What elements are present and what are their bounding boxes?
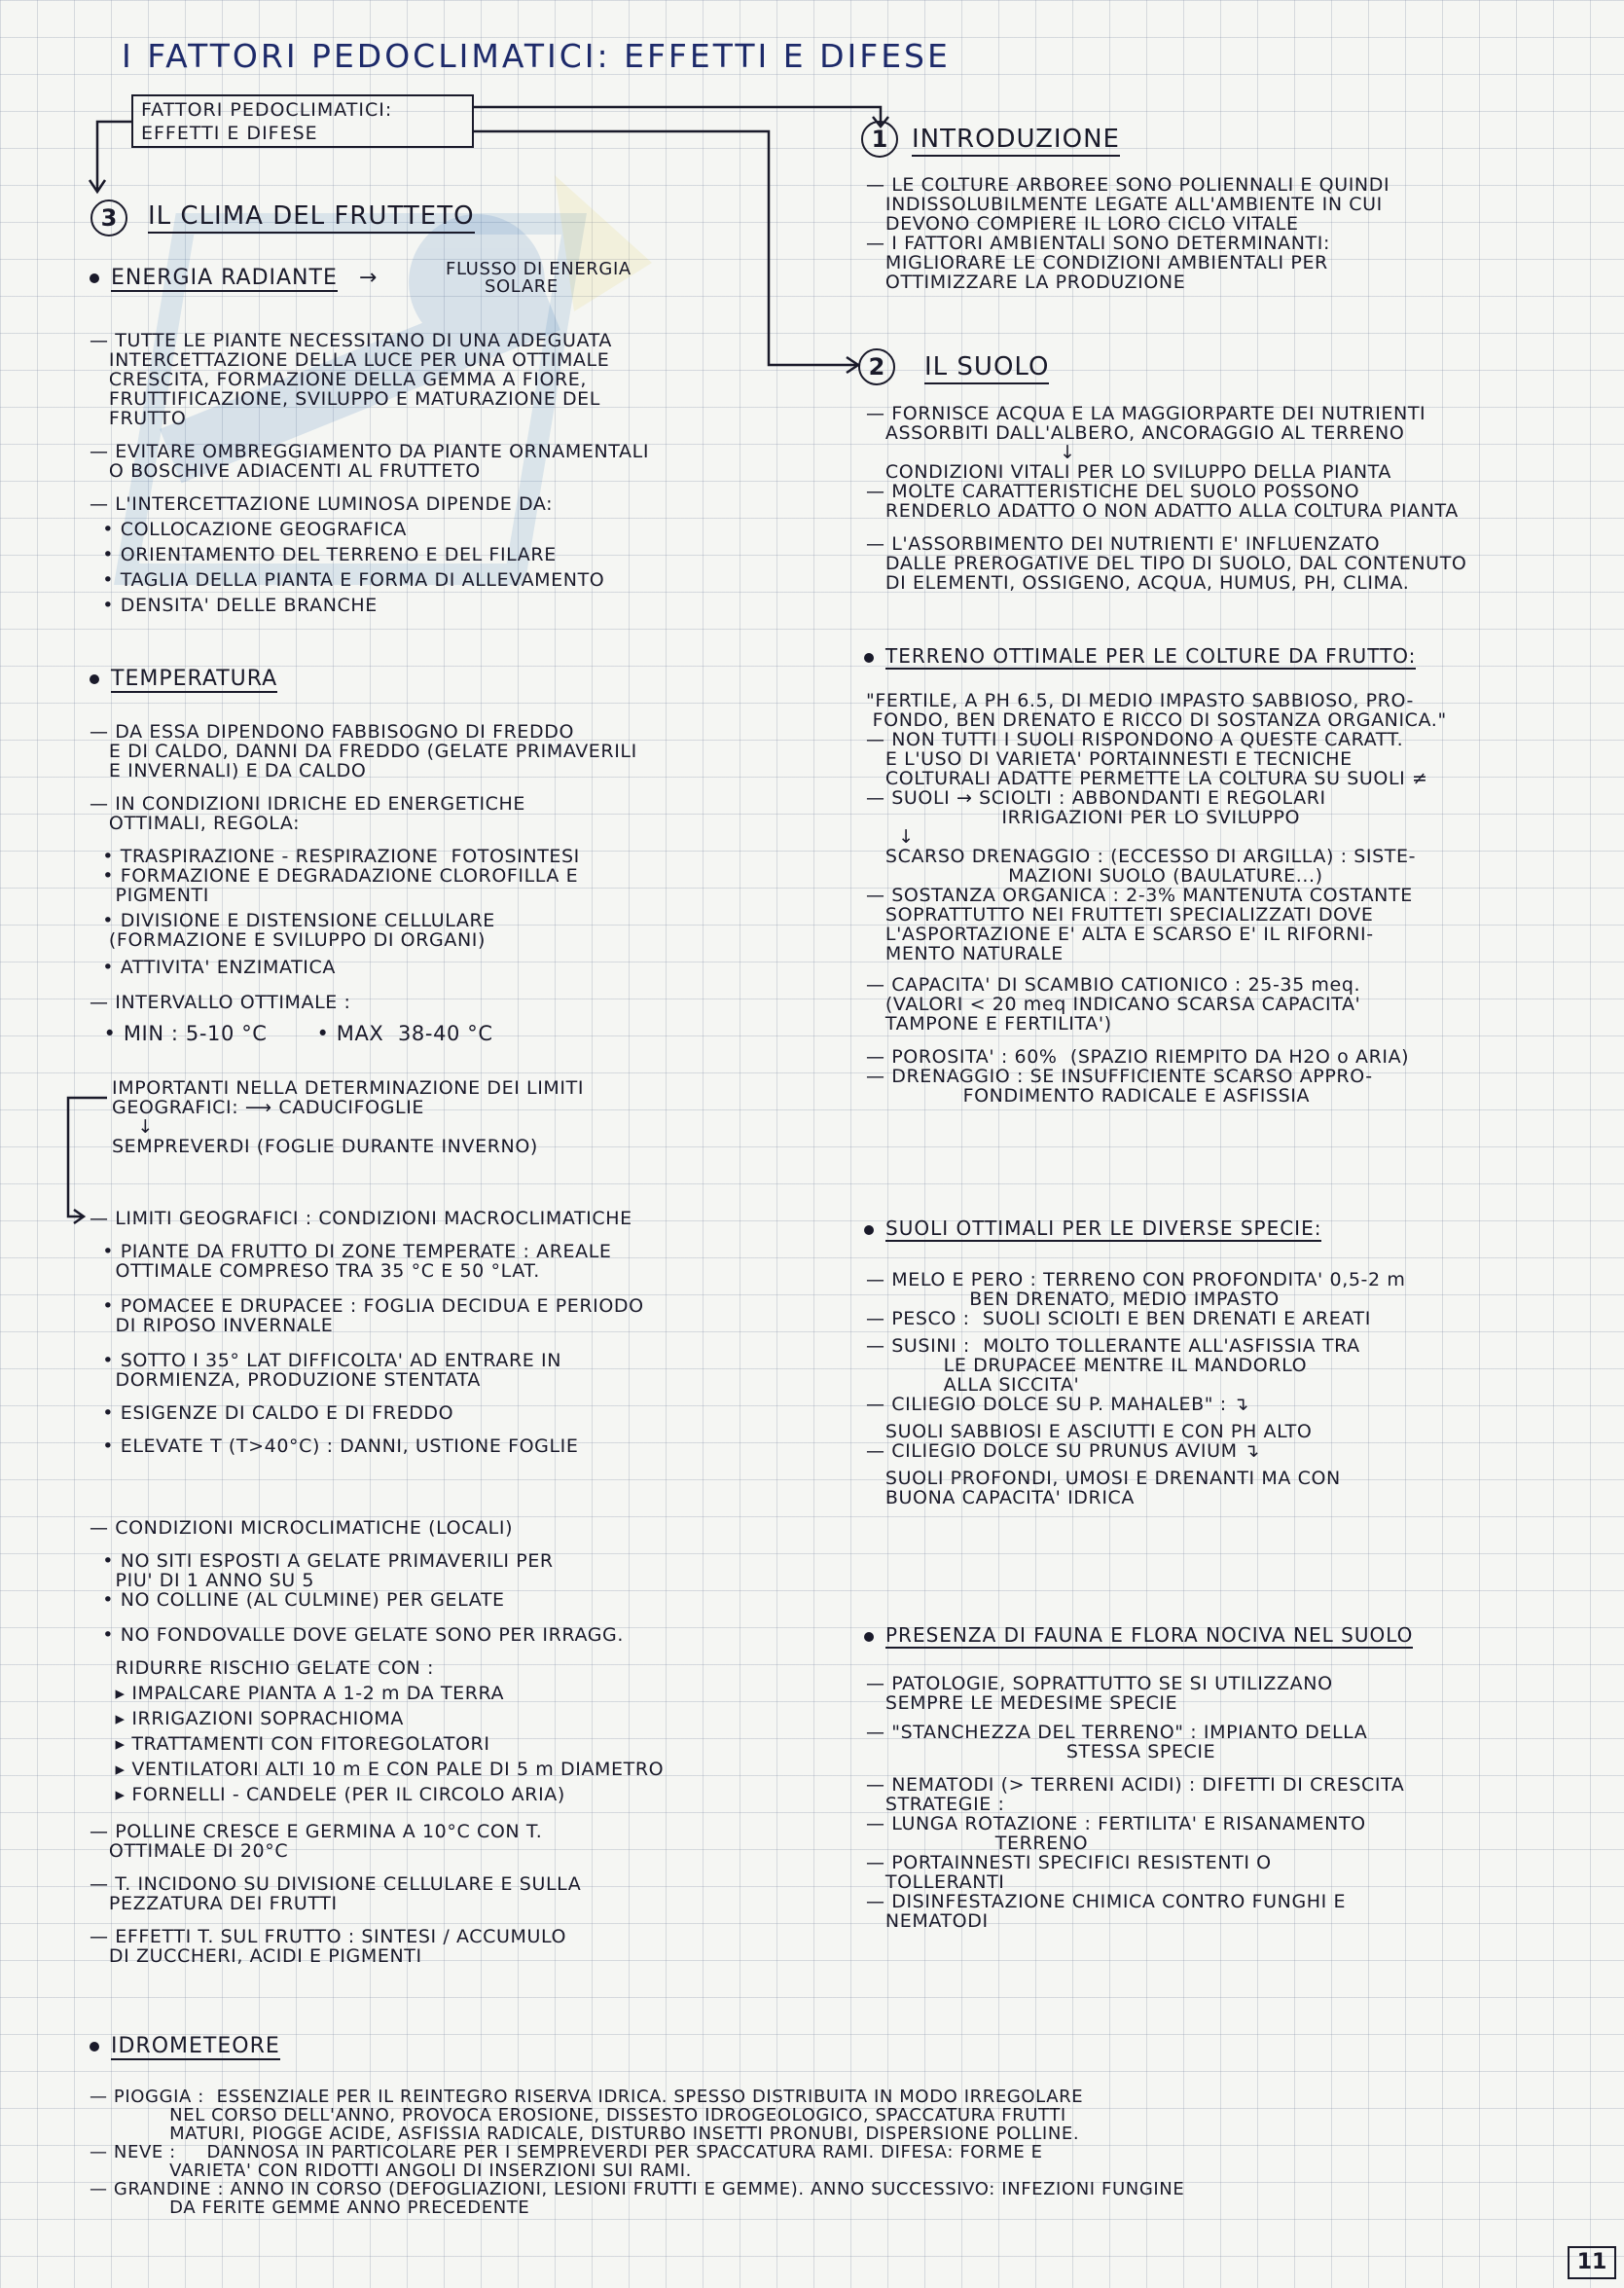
heading-temperatura: [90, 667, 277, 691]
text-line: INTERCETTAZIONE DELLA LUCE PER UNA OTTIMALE: [90, 349, 610, 371]
energia-note: [446, 261, 632, 296]
text-line: • TRASPIRAZIONE - RESPIRAZIONE FOTOSINTESI: [90, 846, 580, 867]
text-line: — GRANDINE : ANNO IN CORSO (DEFOGLIAZIONI, LESIONI FRUTTI E GEMME). ANNO SUCCESSIVO: INFEZIONI FUNGINE: [90, 2179, 1185, 2199]
section-number-suolo: 2: [858, 348, 895, 385]
text-line: DI ZUCCHERI, ACIDI E PIGMENTI: [90, 1945, 422, 1967]
text-line: LE DRUPACEE MENTRE IL MANDORLO: [866, 1355, 1308, 1376]
text-line: BEN DRENATO, MEDIO IMPASTO: [866, 1289, 1280, 1310]
text-line: — T. INCIDONO SU DIVISIONE CELLULARE E SULLA: [90, 1873, 582, 1895]
text-line: MATURI, PIOGGE ACIDE, ASFISSIA RADICALE, DISTURBO INSETTI PRONUBI, DISPERSIONE POLLINE.: [90, 2124, 1080, 2144]
text-line: TOLLERANTI: [866, 1871, 1005, 1893]
text-line: ↓: [112, 1116, 155, 1138]
text-line: DORMIENZA, PRODUZIONE STENTATA: [90, 1369, 481, 1391]
text-line: GEOGRAFICI: ⟶ CADUCIFOGLIE: [112, 1097, 425, 1118]
macroclima-block: [90, 1209, 644, 1456]
microclima-block: [90, 1518, 664, 1966]
text-line: — FORNISCE ACQUA E LA MAGGIORPARTE DEI NUTRIENTI: [866, 403, 1426, 424]
text-line: (FORMAZIONE E SVILUPPO DI ORGANI): [90, 929, 486, 951]
text-line: • POMACEE E DRUPACEE : FOGLIA DECIDUA E PERIODO: [90, 1295, 644, 1317]
text-line: — L'ASSORBIMENTO DEI NUTRIENTI E' INFLUENZATO: [866, 533, 1381, 555]
text-line: DA FERITE GEMME ANNO PRECEDENTE: [90, 2197, 530, 2218]
suolo-block: [866, 404, 1466, 593]
text-line: FONDIMENTO RADICALE E ASFISSIA: [866, 1085, 1311, 1107]
text-line: RENDERLO ADATTO O NON ADATTO ALLA COLTURA PIANTA: [866, 500, 1459, 522]
text-line: OTTIMIZZARE LA PRODUZIONE: [866, 272, 1186, 293]
text-line: — CILIEGIO DOLCE SU PRUNUS AVIUM ↴: [866, 1440, 1260, 1462]
text-line: SOPRATTUTTO NEI FRUTTETI SPECIALIZZATI DOVE: [866, 904, 1374, 926]
text-line: — NON TUTTI I SUOLI RISPONDONO A QUESTE CARATT.: [866, 729, 1404, 750]
text-line: — DRENAGGIO : SE INSUFFICIENTE SCARSO APPRO-: [866, 1066, 1373, 1087]
text-line: "FERTILE, A PH 6.5, DI MEDIO IMPASTO SABBIOSO, PRO-: [866, 690, 1415, 711]
heading-terreno-ottimale: [864, 644, 1416, 668]
section-number-intro: 1: [861, 121, 898, 158]
text-line: • FORMAZIONE E DEGRADAZIONE CLOROFILLA E: [90, 865, 579, 887]
text-line: — MELO E PERO : TERRENO CON PROFONDITA' 0,5-2 m: [866, 1269, 1406, 1290]
text-line: — POLLINE CRESCE E GERMINA A 10°C CON T.: [90, 1821, 543, 1842]
text-line: • NO COLLINE (AL CULMINE) PER GELATE: [90, 1589, 505, 1611]
heading-fauna-flora: [864, 1623, 1413, 1647]
terreno-block: [866, 691, 1447, 1106]
text-line: STRATEGIE :: [866, 1794, 1005, 1815]
text-line: MIGLIORARE LE CONDIZIONI AMBIENTALI PER: [866, 252, 1328, 273]
text-line: — CILIEGIO DOLCE SU P. MAHALEB" : ↴: [866, 1394, 1249, 1415]
text-line: — PIOGGIA : ESSENZIALE PER IL REINTEGRO RISERVA IDRICA. SPESSO DISTRIBUITA IN MODO IRREGOLARE: [90, 2087, 1084, 2107]
text-line: — LIMITI GEOGRAFICI : CONDIZIONI MACROCLIMATICHE: [90, 1208, 632, 1229]
text-line: • ORIENTAMENTO DEL TERRENO E DEL FILARE: [90, 544, 557, 565]
heading-suoli-ottimali: [864, 1217, 1321, 1240]
text-line: ▸ TRATTAMENTI CON FITOREGOLATORI: [90, 1733, 490, 1755]
text-line: OTTIMALI, REGOLA:: [90, 813, 301, 834]
text-line: PIU' DI 1 ANNO SU 5: [90, 1570, 315, 1591]
text-line: STESSA SPECIE: [866, 1741, 1216, 1762]
temperatura-block: [90, 722, 637, 1043]
text-line: — PATOLOGIE, SOPRATTUTTO SE SI UTILIZZANO: [866, 1673, 1333, 1694]
text-line: CRESCITA, FORMAZIONE DELLA GEMMA A FIORE,: [90, 369, 588, 390]
text-line: • ELEVATE T (T>40°C) : DANNI, USTIONE FOGLIE: [90, 1435, 579, 1457]
text-line: DI RIPOSO INVERNALE: [90, 1315, 334, 1336]
text-line: DI ELEMENTI, OSSIGENO, ACQUA, HUMUS, PH, CLIMA.: [866, 572, 1410, 594]
text-line: — MOLTE CARATTERISTICHE DEL SUOLO POSSONO: [866, 481, 1360, 502]
text-line: SCARSO DRENAGGIO : (ECCESSO DI ARGILLA) : SISTE-: [866, 846, 1417, 867]
heading-idrometeore: [90, 2034, 280, 2058]
text-line: • NO FONDOVALLE DOVE GELATE SONO PER IRRAGG.: [90, 1624, 625, 1646]
text-line: — I FATTORI AMBIENTALI SONO DETERMINANTI:: [866, 233, 1330, 254]
text-line: ▸ IRRIGAZIONI SOPRACHIOMA: [90, 1708, 404, 1729]
intro-block: [866, 175, 1389, 292]
section-number-clima: 3: [90, 200, 127, 236]
text-line: BUONA CAPACITA' IDRICA: [866, 1487, 1135, 1508]
text-line: — EVITARE OMBREGGIAMENTO DA PIANTE ORNAMENTALI: [90, 441, 650, 462]
heading-text: PRESENZA DI FAUNA E FLORA NOCIVA NEL SUOLO: [885, 1623, 1414, 1647]
text-line: • TAGLIA DELLA PIANTA E FORMA DI ALLEVAMENTO: [90, 569, 605, 591]
heading-text: IDROMETEORE: [111, 2034, 280, 2058]
arrow-to-intro: [474, 107, 881, 125]
text-line: FRUTTO: [90, 408, 187, 429]
text-line: SUOLI SABBIOSI E ASCIUTTI E CON PH ALTO: [866, 1421, 1313, 1442]
text-line: DALLE PREROGATIVE DEL TIPO DI SUOLO, DAL CONTENUTO: [866, 553, 1467, 574]
section-title-intro: INTRODUZIONE: [912, 125, 1120, 157]
text-line: NEL CORSO DELL'ANNO, PROVOCA EROSIONE, DISSESTO IDROGEOLOGICO, SPACCATURA FRUTTI: [90, 2105, 1066, 2125]
bullet-dot: [90, 273, 99, 283]
text-line: FONDO, BEN DRENATO E RICCO DI SOSTANZA ORGANICA.": [866, 709, 1447, 731]
text-line: • COLLOCAZIONE GEOGRAFICA: [90, 519, 407, 540]
heading-text: TEMPERATURA: [111, 667, 278, 691]
fauna-block: [866, 1674, 1404, 1931]
text-line: RIDURRE RISCHIO GELATE CON :: [90, 1657, 434, 1679]
text-line: L'ASPORTAZIONE E' ALTA E SCARSO E' IL RIFORNI-: [866, 924, 1374, 945]
text-line: • DENSITA' DELLE BRANCHE: [90, 595, 378, 616]
text-line: • PIANTE DA FRUTTO DI ZONE TEMPERATE : AREALE: [90, 1241, 612, 1262]
arrow-to-clima: [97, 122, 131, 190]
bullet-dot: [90, 2042, 99, 2052]
text-line: ▸ FORNELLI - CANDELE (PER IL CIRCOLO ARIA): [90, 1784, 565, 1805]
topic-box-line-2: EFFETTI E DIFESE: [141, 123, 318, 144]
text-line: ASSORBITI DALL'ALBERO, ANCORAGGIO AL TERRENO: [866, 422, 1405, 444]
text-line: — NEMATODI (> TERRENI ACIDI) : DIFETTI DI CRESCITA: [866, 1774, 1405, 1796]
text-line: — DA ESSA DIPENDONO FABBISOGNO DI FREDDO: [90, 721, 575, 743]
text-line: — PESCO : SUOLI SCIOLTI E BEN DRENATI E AREATI: [866, 1308, 1371, 1329]
text-line: NEMATODI: [866, 1910, 989, 1932]
text-line: VARIETA' CON RIDOTTI ANGOLI DI INSERZIONI SUI RAMI.: [90, 2161, 693, 2181]
text-line: PIGMENTI: [90, 885, 209, 906]
energia-block: [90, 331, 649, 615]
text-line: ALLA SICCITA': [866, 1374, 1080, 1396]
text-line: • ESIGENZE DI CALDO E DI FREDDO: [90, 1402, 454, 1424]
text-line: — EFFETTI T. SUL FRUTTO : SINTESI / ACCUMULO: [90, 1926, 567, 1947]
text-line: (VALORI < 20 meq INDICANO SCARSA CAPACITA': [866, 994, 1361, 1015]
text-line: CONDIZIONI VITALI PER LO SVILUPPO DELLA PIANTA: [866, 461, 1391, 483]
text-line: E DI CALDO, DANNI DA FREDDO (GELATE PRIMAVERILI: [90, 741, 637, 762]
arrow-limiti: [68, 1098, 107, 1217]
text-line: • NO SITI ESPOSTI A GELATE PRIMAVERILI PER: [90, 1550, 554, 1572]
text-line: — POROSITA' : 60% (SPAZIO RIEMPITO DA H2O o ARIA): [866, 1046, 1410, 1068]
text-line: FRUTTIFICAZIONE, SVILUPPO E MATURAZIONE DEL: [90, 388, 600, 410]
text-line: OTTIMALE DI 20°C: [90, 1840, 289, 1862]
text-line: — LUNGA ROTAZIONE : FERTILITA' E RISANAMENTO: [866, 1813, 1366, 1834]
text-line: MAZIONI SUOLO (BAULATURE...): [866, 865, 1323, 887]
text-line: MENTO NATURALE: [866, 943, 1064, 964]
limiti-block: [112, 1078, 584, 1156]
text-line: SUOLI PROFONDI, UMOSI E DRENANTI MA CON: [866, 1468, 1341, 1489]
text-line: • DIVISIONE E DISTENSIONE CELLULARE: [90, 910, 495, 931]
energia-note-line: SOLARE: [485, 276, 559, 297]
text-line: ↓: [866, 826, 915, 848]
energia-note-line: FLUSSO DI ENERGIA: [446, 259, 632, 279]
bullet-dot: [864, 1225, 874, 1235]
text-line: • MIN : 5-10 °C • MAX 38-40 °C: [90, 1022, 493, 1045]
text-line: — INTERVALLO OTTIMALE :: [90, 992, 351, 1013]
text-line: — SUOLI → SCIOLTI : ABBONDANTI E REGOLARI: [866, 787, 1326, 809]
heading-text: SUOLI OTTIMALI PER LE DIVERSE SPECIE:: [885, 1217, 1322, 1240]
text-line: — DISINFESTAZIONE CHIMICA CONTRO FUNGHI E: [866, 1891, 1347, 1912]
text-line: OTTIMALE COMPRESO TRA 35 °C E 50 °LAT.: [90, 1260, 540, 1282]
text-line: — LE COLTURE ARBOREE SONO POLIENNALI E QUINDI: [866, 174, 1390, 196]
text-line: • SOTTO I 35° LAT DIFFICOLTA' AD ENTRARE IN: [90, 1350, 562, 1371]
text-line: INDISSOLUBILMENTE LEGATE ALL'AMBIENTE IN CUI: [866, 194, 1383, 215]
page-title: I FATTORI PEDOCLIMATICI: EFFETTI E DIFESE: [122, 37, 951, 75]
text-line: — TUTTE LE PIANTE NECESSITANO DI UNA ADEGUATA: [90, 330, 612, 351]
text-line: ▸ IMPALCARE PIANTA A 1-2 m DA TERRA: [90, 1683, 505, 1704]
text-line: — L'INTERCETTAZIONE LUMINOSA DIPENDE DA:: [90, 493, 554, 515]
text-line: — SUSINI : MOLTO TOLLERANTE ALL'ASFISSIA TRA: [866, 1335, 1360, 1357]
text-line: PEZZATURA DEI FRUTTI: [90, 1893, 338, 1914]
text-line: TAMPONE E FERTILITA'): [866, 1013, 1112, 1035]
specie-block: [866, 1270, 1405, 1507]
idrometeore-block: [90, 2088, 1184, 2217]
text-line: ▸ VENTILATORI ALTI 10 m E CON PALE DI 5 m DIAMETRO: [90, 1759, 665, 1780]
text-line: E L'USO DI VARIETA' PORTAINNESTI E TECNICHE: [866, 748, 1353, 770]
text-line: — NEVE : DANNOSA IN PARTICOLARE PER I SEMPREVERDI PER SPACCATURA RAMI. DIFESA: FORME E: [90, 2142, 1043, 2162]
page-number: 11: [1568, 2246, 1616, 2279]
text-line: — "STANCHEZZA DEL TERRENO" : IMPIANTO DELLA: [866, 1722, 1368, 1743]
heading-text: ENERGIA RADIANTE: [111, 266, 338, 290]
bullet-dot: [90, 674, 99, 684]
text-line: O BOSCHIVE ADIACENTI AL FRUTTETO: [90, 460, 481, 482]
heading-text: TERRENO OTTIMALE PER LE COLTURE DA FRUTTO:: [885, 644, 1417, 668]
text-line: TERRENO: [866, 1833, 1089, 1854]
text-line: — PORTAINNESTI SPECIFICI RESISTENTI O: [866, 1852, 1272, 1873]
bullet-dot: [864, 653, 874, 663]
section-title-suolo: IL SUOLO: [924, 352, 1049, 384]
text-line: DEVONO COMPIERE IL LORO CICLO VITALE: [866, 213, 1299, 235]
heading-energia-radiante: [90, 266, 378, 290]
text-line: ↓: [866, 442, 1076, 463]
text-line: — CONDIZIONI MICROCLIMATICHE (LOCALI): [90, 1517, 514, 1539]
section-title-clima: IL CLIMA DEL FRUTTETO: [148, 201, 475, 234]
text-line: • ATTIVITA' ENZIMATICA: [90, 957, 336, 978]
text-line: — IN CONDIZIONI IDRICHE ED ENERGETICHE: [90, 793, 526, 815]
text-line: — CAPACITA' DI SCAMBIO CATIONICO : 25-35 meq.: [866, 974, 1361, 996]
bullet-dot: [864, 1632, 874, 1642]
text-line: IMPORTANTI NELLA DETERMINAZIONE DEI LIMITI: [112, 1077, 585, 1099]
topic-box-line-1: FATTORI PEDOCLIMATICI:: [141, 99, 393, 121]
text-line: COLTURALI ADATTE PERMETTE LA COLTURA SU SUOLI ≠: [866, 768, 1428, 789]
text-line: — SOSTANZA ORGANICA : 2-3% MANTENUTA COSTANTE: [866, 885, 1413, 906]
text-line: IRRIGAZIONI PER LO SVILUPPO: [866, 807, 1301, 828]
text-line: SEMPRE LE MEDESIME SPECIE: [866, 1692, 1178, 1714]
text-line: SEMPREVERDI (FOGLIE DURANTE INVERNO): [112, 1136, 538, 1157]
text-line: E INVERNALI) E DA CALDO: [90, 760, 367, 781]
arrow-icon: →: [358, 266, 379, 290]
